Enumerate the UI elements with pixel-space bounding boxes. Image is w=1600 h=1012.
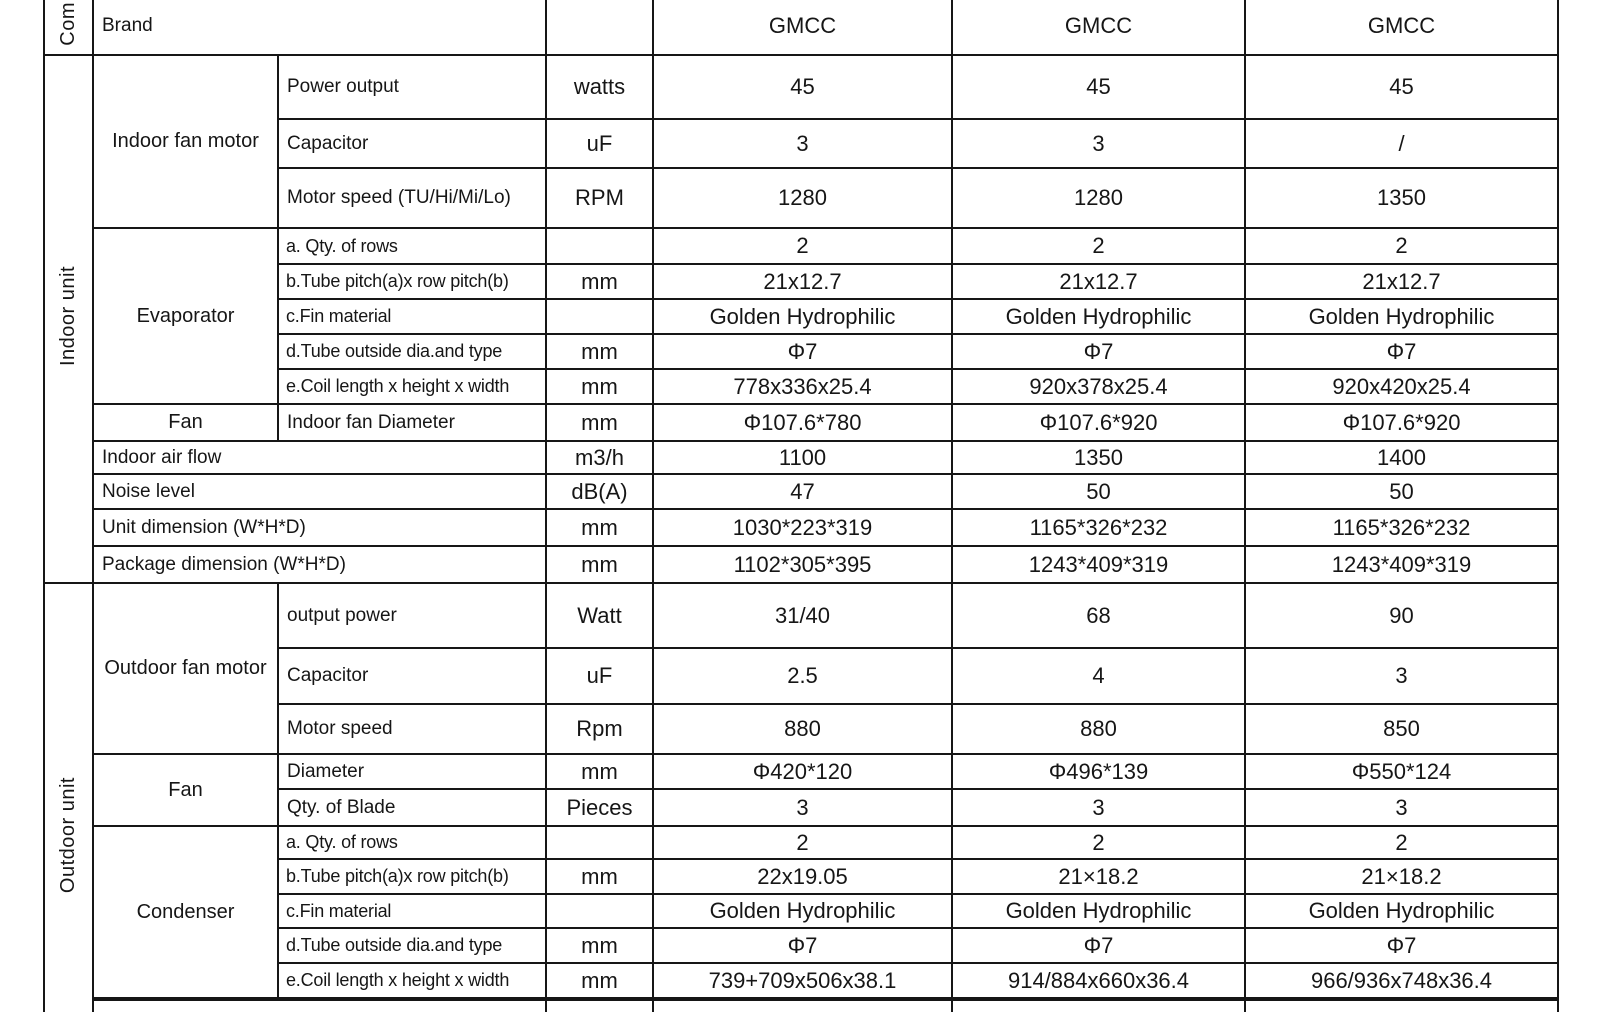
unit-cell: RPM: [546, 168, 653, 228]
row-label: e.Coil length x height x width: [278, 963, 546, 999]
value-cell: 1165*326*232: [952, 509, 1245, 546]
row-label: Package dimension (W*H*D): [93, 546, 546, 583]
row-package-dimension: [44, 546, 1558, 583]
row-label: d.Tube outside dia.and type: [278, 334, 546, 369]
value-cell: 3: [653, 119, 952, 168]
row-label: Indoor air flow: [93, 441, 546, 474]
row-label: a. Qty. of rows: [278, 826, 546, 859]
value-cell: 1165*326*232: [1245, 509, 1558, 546]
value-cell: 31/40: [653, 583, 952, 648]
value-cell: 1100: [653, 441, 952, 474]
unit-cell: m3/h: [546, 441, 653, 474]
value-cell: 3: [952, 119, 1245, 168]
unit-cell: [546, 999, 653, 1012]
value-cell: 880: [952, 704, 1245, 754]
value-cell: 1400: [1245, 441, 1558, 474]
value-cell: Φ7: [952, 928, 1245, 963]
value-cell: GMCC: [1245, 0, 1558, 55]
value-cell: Φ420*120: [653, 754, 952, 789]
unit-cell: mm: [546, 928, 653, 963]
spec-table: [43, 0, 1559, 1012]
value-cell: 2.5: [653, 648, 952, 704]
value-cell: 21x12.7: [952, 264, 1245, 299]
row-outdoor-fan-diameter: [44, 754, 1558, 789]
value-cell: [952, 999, 1245, 1012]
row-label: [93, 999, 546, 1012]
value-cell: 1350: [1245, 168, 1558, 228]
unit-cell: mm: [546, 264, 653, 299]
value-cell: 920x378x25.4: [952, 369, 1245, 404]
unit-cell: [546, 0, 653, 55]
unit-cell: [546, 299, 653, 334]
group-condenser: Condenser: [93, 826, 278, 999]
value-cell: 2: [653, 228, 952, 264]
row-label: Diameter: [278, 754, 546, 789]
value-cell: Φ107.6*780: [653, 404, 952, 441]
value-cell: Φ496*139: [952, 754, 1245, 789]
value-cell: 966/936x748x36.4: [1245, 963, 1558, 999]
value-cell: GMCC: [952, 0, 1245, 55]
value-cell: 1243*409*319: [1245, 546, 1558, 583]
group-outdoor-fan: Fan: [93, 754, 278, 826]
value-cell: Golden Hydrophilic: [653, 894, 952, 928]
group-evaporator: Evaporator: [93, 228, 278, 404]
value-cell: Φ7: [1245, 334, 1558, 369]
value-cell: 68: [952, 583, 1245, 648]
row-cond-qty-rows: [44, 826, 1558, 859]
row-unit-dimension: [44, 509, 1558, 546]
row-indoor-fan-diameter: [44, 404, 1558, 441]
row-indoor-air-flow: [44, 441, 1558, 474]
value-cell: 3: [1245, 789, 1558, 826]
value-cell: Golden Hydrophilic: [952, 894, 1245, 928]
row-label-brand: Brand: [93, 0, 546, 55]
value-cell: 50: [1245, 474, 1558, 509]
unit-cell: mm: [546, 859, 653, 894]
value-cell: 1280: [952, 168, 1245, 228]
value-cell: Golden Hydrophilic: [1245, 894, 1558, 928]
value-cell: 45: [952, 55, 1245, 119]
unit-cell: [546, 894, 653, 928]
unit-cell: mm: [546, 546, 653, 583]
unit-cell: [546, 826, 653, 859]
unit-cell: uF: [546, 119, 653, 168]
value-cell: 90: [1245, 583, 1558, 648]
indoor-unit-vertical-text: Indoor unit: [57, 266, 79, 367]
unit-cell: uF: [546, 648, 653, 704]
row-evap-qty-rows: [44, 228, 1558, 264]
value-cell: 21x12.7: [1245, 264, 1558, 299]
row-label: b.Tube pitch(a)x row pitch(b): [278, 859, 546, 894]
value-cell: Golden Hydrophilic: [952, 299, 1245, 334]
value-cell: 920x420x25.4: [1245, 369, 1558, 404]
value-cell: 45: [653, 55, 952, 119]
value-cell: Φ7: [653, 928, 952, 963]
unit-cell: mm: [546, 509, 653, 546]
group-outdoor-fan-motor: Outdoor fan motor: [93, 583, 278, 754]
unit-cell: Rpm: [546, 704, 653, 754]
unit-cell: [546, 228, 653, 264]
unit-cell: Watt: [546, 583, 653, 648]
row-label: Qty. of Blade: [278, 789, 546, 826]
outdoor-unit-vertical-text: Outdoor unit: [57, 777, 79, 894]
unit-cell: watts: [546, 55, 653, 119]
value-cell: 4: [952, 648, 1245, 704]
value-cell: Golden Hydrophilic: [653, 299, 952, 334]
row-label: Motor speed (TU/Hi/Mi/Lo): [278, 168, 546, 228]
section-label-indoor-unit: [44, 55, 93, 583]
section-label-outdoor-unit: [44, 583, 93, 1012]
row-label: a. Qty. of rows: [278, 228, 546, 264]
value-cell: 1030*223*319: [653, 509, 952, 546]
row-output-power: [44, 583, 1558, 648]
value-cell: 47: [653, 474, 952, 509]
row-label: d.Tube outside dia.and type: [278, 928, 546, 963]
value-cell: 2: [1245, 826, 1558, 859]
value-cell: 2: [1245, 228, 1558, 264]
value-cell: 45: [1245, 55, 1558, 119]
value-cell: Φ107.6*920: [952, 404, 1245, 441]
row-noise-level: [44, 474, 1558, 509]
row-label: b.Tube pitch(a)x row pitch(b): [278, 264, 546, 299]
compressor-vertical-text: Com: [57, 1, 79, 46]
value-cell: 2: [653, 826, 952, 859]
unit-cell: mm: [546, 404, 653, 441]
row-label: Noise level: [93, 474, 546, 509]
row-label: Power output: [278, 55, 546, 119]
value-cell: 3: [653, 789, 952, 826]
value-cell: Φ7: [653, 334, 952, 369]
unit-cell: mm: [546, 754, 653, 789]
row-label: Motor speed: [278, 704, 546, 754]
value-cell: 914/884x660x36.4: [952, 963, 1245, 999]
value-cell: 1243*409*319: [952, 546, 1245, 583]
group-indoor-fan-motor: Indoor fan motor: [93, 55, 278, 228]
section-label-compressor: [44, 0, 93, 55]
unit-cell: mm: [546, 334, 653, 369]
value-cell: 22x19.05: [653, 859, 952, 894]
value-cell: [653, 999, 952, 1012]
group-indoor-fan: Fan: [93, 404, 278, 441]
row-label: Capacitor: [278, 119, 546, 168]
row-brand: [44, 0, 1558, 55]
value-cell: Φ7: [1245, 928, 1558, 963]
value-cell: 21x12.7: [653, 264, 952, 299]
row-label: Indoor fan Diameter: [278, 404, 546, 441]
value-cell: 739+709x506x38.1: [653, 963, 952, 999]
value-cell: 850: [1245, 704, 1558, 754]
value-cell: 2: [952, 826, 1245, 859]
unit-cell: mm: [546, 963, 653, 999]
unit-cell: dB(A): [546, 474, 653, 509]
value-cell: 21×18.2: [952, 859, 1245, 894]
row-label: output power: [278, 583, 546, 648]
value-cell: Φ7: [952, 334, 1245, 369]
value-cell: GMCC: [653, 0, 952, 55]
value-cell: 1102*305*395: [653, 546, 952, 583]
row-power-output: [44, 55, 1558, 119]
value-cell: 778x336x25.4: [653, 369, 952, 404]
unit-cell: Pieces: [546, 789, 653, 826]
row-label: Capacitor: [278, 648, 546, 704]
row-label: Unit dimension (W*H*D): [93, 509, 546, 546]
value-cell: Φ107.6*920: [1245, 404, 1558, 441]
value-cell: [1245, 999, 1558, 1012]
value-cell: 1350: [952, 441, 1245, 474]
value-cell: 2: [952, 228, 1245, 264]
unit-cell: mm: [546, 369, 653, 404]
row-partial-bottom: [44, 999, 1558, 1012]
value-cell: Φ550*124: [1245, 754, 1558, 789]
value-cell: 50: [952, 474, 1245, 509]
value-cell: 1280: [653, 168, 952, 228]
row-label: c.Fin material: [278, 894, 546, 928]
row-label: c.Fin material: [278, 299, 546, 334]
value-cell: 3: [1245, 648, 1558, 704]
value-cell: 880: [653, 704, 952, 754]
value-cell: /: [1245, 119, 1558, 168]
row-label: e.Coil length x height x width: [278, 369, 546, 404]
value-cell: Golden Hydrophilic: [1245, 299, 1558, 334]
value-cell: 3: [952, 789, 1245, 826]
value-cell: 21×18.2: [1245, 859, 1558, 894]
